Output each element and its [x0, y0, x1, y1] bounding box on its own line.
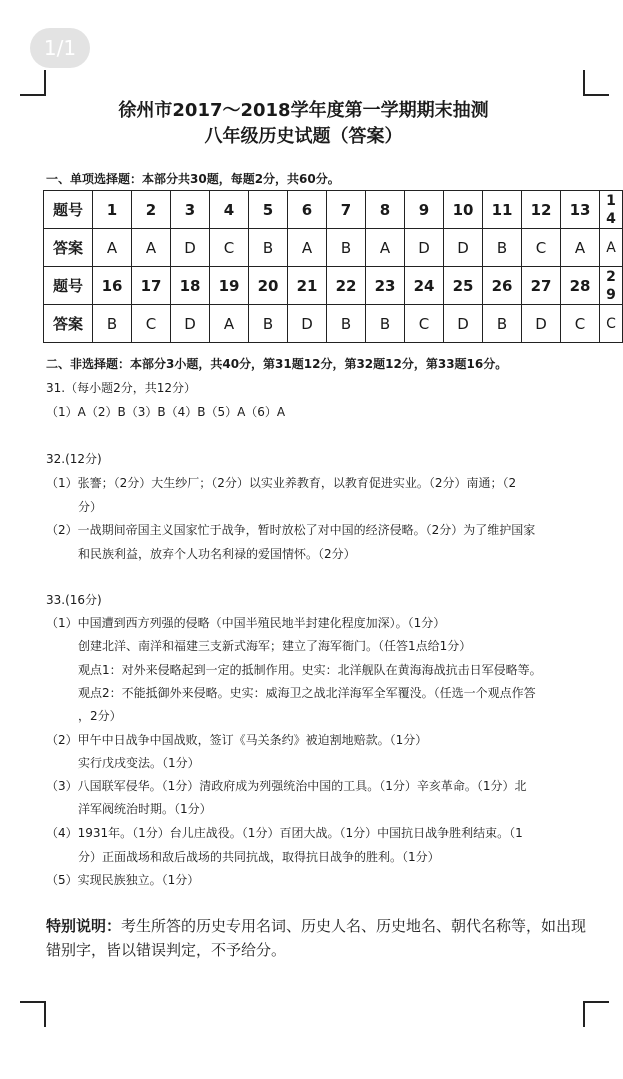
- answer-cell: B: [249, 229, 288, 267]
- question-number: 22: [327, 267, 366, 305]
- answer-cell: D: [405, 229, 444, 267]
- q33-line: （4）1931年。（1分）台儿庄战役。（1分）百团大战。（1分）中国抗日战争胜利结束。（1: [46, 826, 523, 840]
- answer-label: 答案: [44, 229, 93, 267]
- answer-cell: B: [327, 305, 366, 343]
- answer-cell: D: [522, 305, 561, 343]
- answer-cell: C: [561, 305, 600, 343]
- answer-cell: C: [132, 305, 171, 343]
- answer-cell: A: [210, 305, 249, 343]
- answer-cell: A: [366, 229, 405, 267]
- answer-cell: B: [327, 229, 366, 267]
- q33-line: （3）八国联军侵华。（1分）清政府成为列强统治中国的工具。（1分）辛亥革命。（1分）北: [46, 779, 527, 793]
- question-label: 题号: [44, 191, 93, 229]
- digit: 2: [606, 268, 616, 285]
- section1-heading: 一、单项选择题：本部分共30题，每题2分，共60分。: [46, 172, 340, 186]
- special-note-text: 错别字，皆以错误判定，不予给分。: [46, 941, 287, 959]
- question-number: 20: [249, 267, 288, 305]
- answer-table: [43, 190, 623, 343]
- q32-title: 32.(12分): [46, 452, 102, 466]
- q33-line: 洋军阀统治时期。（1分）: [78, 802, 212, 816]
- answer-cell: C: [522, 229, 561, 267]
- answer-cell: C: [600, 305, 623, 343]
- answer-cell: C: [405, 305, 444, 343]
- question-number: 18: [171, 267, 210, 305]
- question-number: 9: [405, 191, 444, 229]
- special-note: [46, 914, 586, 962]
- answer-cell: B: [249, 305, 288, 343]
- digit: 1: [606, 192, 616, 209]
- document-subtitle: 八年级历史试题（答案）: [204, 126, 403, 147]
- question-number-truncated: [600, 267, 623, 305]
- special-note-text: 考生所答的历史专用名词、历史人名、历史地名、朝代名称等，如出现: [121, 917, 587, 935]
- question-number: 5: [249, 191, 288, 229]
- question-number: 13: [561, 191, 600, 229]
- answer-label: 答案: [44, 305, 93, 343]
- answer-cell: C: [210, 229, 249, 267]
- answer-cell: A: [93, 229, 132, 267]
- document-title: 徐州市2017～2018学年度第一学期期末抽测: [118, 100, 489, 121]
- q33-line: 观点2：不能抵御外来侵略。史实：威海卫之战北洋海军全军覆没。（任选一个观点作答: [78, 686, 536, 700]
- answer-cell: A: [288, 229, 327, 267]
- answer-cell: D: [444, 229, 483, 267]
- q33-line: ，2分）: [78, 709, 122, 723]
- question-number: 26: [483, 267, 522, 305]
- page-indicator-badge: 1/1: [30, 28, 90, 68]
- answer-cell: A: [600, 229, 623, 267]
- q33-line: （1）中国遭到西方列强的侵略（中国半殖民地半封建化程度加深）。（1分）: [46, 616, 446, 630]
- digit: 4: [606, 210, 616, 227]
- question-number-truncated: [600, 191, 623, 229]
- question-number: 28: [561, 267, 600, 305]
- crop-mark-bottom-right: [583, 1001, 609, 1027]
- table-row-answers-2: [44, 305, 623, 343]
- question-number: 12: [522, 191, 561, 229]
- table-row-numbers-2: [44, 267, 623, 305]
- special-note-label: 特别说明：: [46, 917, 122, 935]
- q33-line: 分）正面战场和敌后战场的共同抗战，取得抗日战争的胜利。（1分）: [78, 850, 440, 864]
- crop-mark-bottom-left: [20, 1001, 46, 1027]
- answer-cell: B: [366, 305, 405, 343]
- q31-answer: （1）A（2）B（3）B（4）B（5）A（6）A: [46, 405, 286, 419]
- q33-line: （2）甲午中日战争中国战败，签订《马关条约》被迫割地赔款。（1分）: [46, 733, 428, 747]
- q33-line: 观点1：对外来侵略起到一定的抵制作用。史实：北洋舰队在黄海海战抗击日军侵略等。: [78, 663, 542, 677]
- question-number: 21: [288, 267, 327, 305]
- crop-mark-top-right: [583, 70, 609, 96]
- section2-heading: 二、非选择题：本部分3小题，共40分，第31题12分，第32题12分，第33题16分。: [46, 357, 508, 371]
- question-number: 2: [132, 191, 171, 229]
- crop-mark-top-left: [20, 70, 46, 96]
- answer-cell: A: [561, 229, 600, 267]
- question-label: 题号: [44, 267, 93, 305]
- q33-title: 33.(16分): [46, 593, 102, 607]
- question-number: 1: [93, 191, 132, 229]
- q32-line: （1）张謇；（2分）大生纱厂；（2分）以实业养教育，以教育促进实业。（2分）南通；（2: [46, 476, 517, 490]
- answer-cell: A: [132, 229, 171, 267]
- question-number: 23: [366, 267, 405, 305]
- answer-cell: B: [483, 305, 522, 343]
- answer-cell: D: [171, 305, 210, 343]
- question-number: 25: [444, 267, 483, 305]
- q31-title: 31.（每小题2分，共12分）: [46, 381, 196, 395]
- question-number: 27: [522, 267, 561, 305]
- q33-line: 实行戊戌变法。（1分）: [78, 756, 200, 770]
- answer-cell: B: [483, 229, 522, 267]
- q32-line: 和民族利益，放弃个人功名利禄的爱国情怀。（2分）: [78, 547, 356, 561]
- question-number: 8: [366, 191, 405, 229]
- question-number: 3: [171, 191, 210, 229]
- question-number: 4: [210, 191, 249, 229]
- question-number: 24: [405, 267, 444, 305]
- question-number: 19: [210, 267, 249, 305]
- table-row-answers-1: [44, 229, 623, 267]
- question-number: 6: [288, 191, 327, 229]
- question-number: 17: [132, 267, 171, 305]
- question-number: 16: [93, 267, 132, 305]
- question-number: 11: [483, 191, 522, 229]
- table-row-numbers-1: [44, 191, 623, 229]
- q32-line: （2）一战期间帝国主义国家忙于战争，暂时放松了对中国的经济侵略。（2分）为了维护国家: [46, 523, 536, 537]
- q33-line: （5）实现民族独立。（1分）: [46, 873, 200, 887]
- q33-line: 创建北洋、南洋和福建三支新式海军；建立了海军衙门。（任答1点给1分）: [78, 639, 472, 653]
- digit: 9: [606, 286, 616, 303]
- answer-cell: D: [288, 305, 327, 343]
- answer-cell: D: [444, 305, 483, 343]
- answer-cell: B: [93, 305, 132, 343]
- question-number: 7: [327, 191, 366, 229]
- q32-line: 分）: [78, 500, 103, 514]
- question-number: 10: [444, 191, 483, 229]
- answer-cell: D: [171, 229, 210, 267]
